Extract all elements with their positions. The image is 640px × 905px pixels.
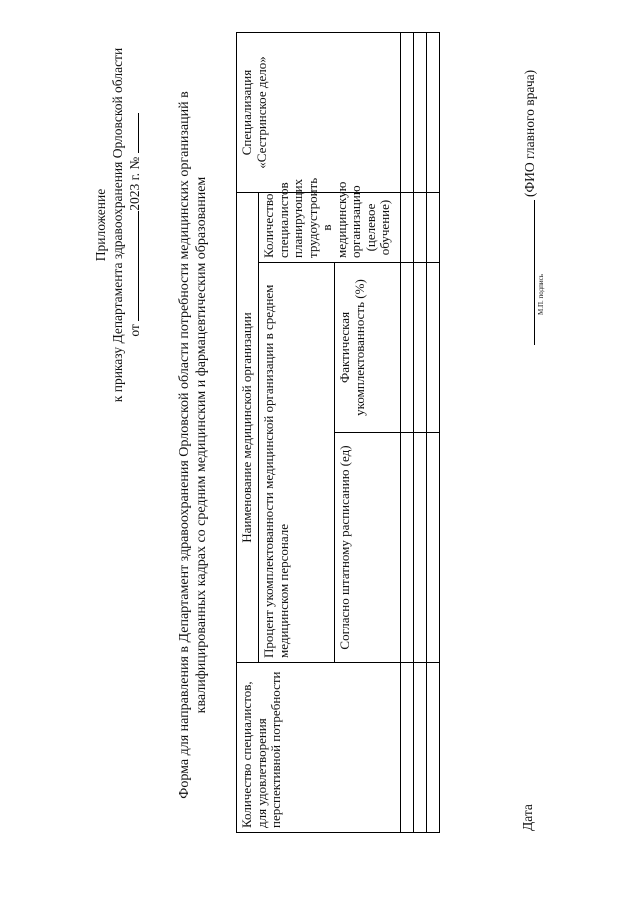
header-specialization: Специализация «Сестринское дело» [237,33,401,193]
header-planned: Количество специалистов планирующих трудоустроить в медицинскую организацию (целевое обучение) [259,193,401,263]
form-title [176,25,210,865]
appendix-header [92,15,143,435]
footer-date: Дата [520,804,535,831]
header-org: Наименование медицинской организации [237,193,259,663]
stamp-label: М.П. подпись [537,274,545,315]
table-row [427,33,440,833]
appendix-date-line: от 2023 г. № [126,15,143,435]
table-row [414,33,427,833]
date-blank [138,211,139,321]
appendix-label: Приложение [93,188,108,262]
subheader-staff: Согласно штатному расписанию (ед) [335,433,401,663]
appendix-order-line: к приказу Департамента здравоохранения Орловской области [110,47,125,403]
form-title-line2: квалифицированных кадрах со средним медицинским и фармацевтическим образованием [194,176,209,714]
table-row [401,33,414,833]
needs-table [236,32,440,833]
signature-line [534,200,535,345]
head-doctor-label: (ФИО главного врача) [522,69,537,197]
header-percent: Процент укомплектованности медицинской организации в среднем медицинском персонале [259,263,335,663]
subheader-actual: Фактическая укомплектованность (%) [335,263,401,433]
header-need: Количество специалистов, для удовлетворения перспективной потребности [237,663,401,833]
form-title-line1: Форма для направления в Департамент здравоохранения Орловской области потребности медицинских организаций в [177,91,192,799]
number-blank [138,113,139,153]
